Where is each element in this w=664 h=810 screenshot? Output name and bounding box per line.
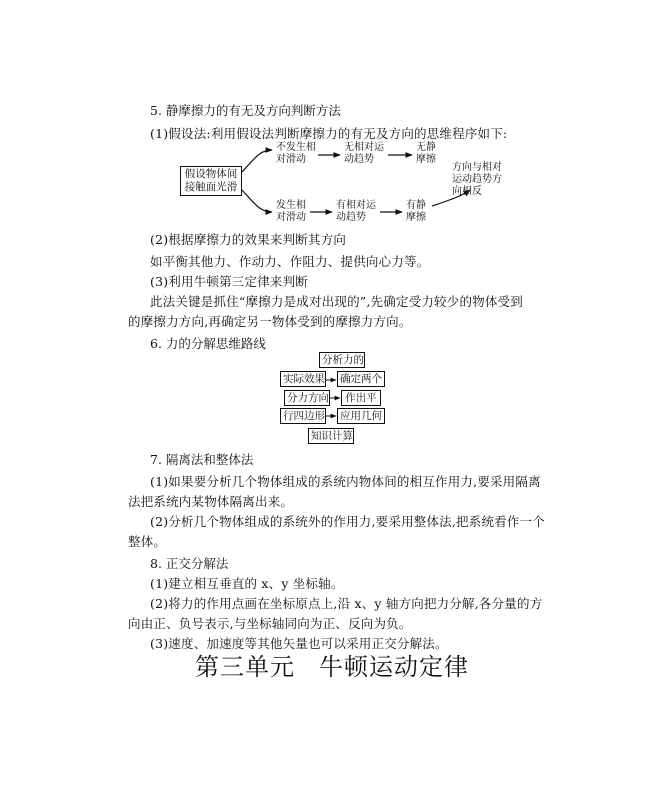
section-8-para-2a: (2)将力的作用点画在坐标原点上,沿 x、y 轴方向把力分解,各分量的方 — [150, 596, 543, 611]
section-5-para-5b: 的摩擦力方向,再确定另一物体受到的摩擦力方向。 — [128, 314, 412, 329]
bottom-a-line-2: 对滑动 — [276, 212, 306, 223]
section-8-para-2b: 向由正、负号表示,与坐标轴同向为正、反向为负。 — [128, 616, 412, 631]
section-5-para-1: (1)假设法:利用假设法判断摩擦力的有无及方向的思维程序如下: — [150, 126, 508, 141]
branch-down-arrow — [242, 190, 272, 212]
bottom-node-c — [406, 200, 426, 224]
unit-heading — [0, 652, 664, 682]
section-8-para-1: (1)建立相互垂直的 x、y 坐标轴。 — [150, 576, 344, 591]
top-b-line-2: 动趋势 — [344, 154, 374, 165]
section-7-para-2b: 整体。 — [128, 534, 167, 549]
top-node-b — [344, 142, 384, 166]
section-7-title: 7. 隔离法和整体法 — [150, 452, 254, 467]
bottom-c-line-2: 摩擦 — [406, 212, 426, 223]
d2-row2-left: 分力方向 — [284, 390, 330, 406]
top-b-line-1: 无相对运 — [344, 142, 384, 153]
branch-up-arrow — [242, 150, 272, 172]
start-box — [180, 166, 242, 196]
unit-label: 第三单元 — [195, 653, 295, 681]
section-6-title: 6. 力的分解思维路线 — [150, 336, 266, 351]
section-5-para-3: 如平衡其他力、作动力、作阻力、提供向心力等。 — [150, 254, 430, 269]
top-node-a — [276, 142, 316, 166]
end-node — [452, 162, 502, 198]
section-5-para-4: (3)利用牛顿第三定律来判断 — [150, 274, 309, 289]
bottom-node-b — [336, 200, 376, 224]
start-line-1: 假设物体间 — [184, 168, 238, 180]
bottom-node-a — [276, 200, 306, 224]
bottom-b-line-2: 动趋势 — [336, 212, 366, 223]
section-7-para-2a: (2)分析几个物体组成的系统外的作用力,要采用整体法,把系统看作一个 — [150, 514, 545, 529]
d2-row1-left: 实际效果 — [280, 371, 326, 387]
section-5-title: 5. 静摩擦力的有无及方向判断方法 — [150, 103, 341, 118]
section-7-para-1a: (1)如果要分析几个物体组成的系统内物体间的相互作用力,要采用隔离 — [150, 474, 541, 489]
bottom-b-line-1: 有相对运 — [336, 200, 376, 211]
section-8-title: 8. 正交分解法 — [150, 556, 229, 571]
d2-row3-right: 应用几何 — [337, 408, 385, 424]
end-line-2: 运动趋势方 — [452, 174, 502, 185]
top-a-line-2: 对滑动 — [276, 154, 306, 165]
top-c-line-1: 无静 — [416, 142, 436, 153]
top-c-line-2: 摩擦 — [416, 154, 436, 165]
d2-row3-left: 行四边形 — [280, 408, 326, 424]
bottom-c-line-1: 有静 — [406, 200, 426, 211]
d2-head-box: 分析力的 — [319, 352, 365, 368]
bottom-a-line-1: 发生相 — [276, 200, 306, 211]
unit-title: 牛顿运动定律 — [319, 653, 469, 681]
start-line-2: 接触面光滑 — [184, 181, 238, 193]
top-a-line-1: 不发生相 — [276, 142, 316, 153]
top-node-c — [416, 142, 436, 166]
section-5-para-2: (2)根据摩擦力的效果来判断其方向 — [150, 232, 347, 247]
d2-row1-right: 确定两个 — [337, 371, 385, 387]
end-line-3: 向相反 — [452, 186, 482, 197]
section-8-para-3: (3)速度、加速度等其他矢量也可以采用正交分解法。 — [150, 636, 448, 651]
end-line-1: 方向与相对 — [452, 162, 502, 173]
section-5-para-5a: 此法关键是抓住“摩擦力是成对出现的”,先确定受力较少的物体受到 — [150, 294, 523, 309]
section-7-para-1b: 法把系统内某物体隔离出来。 — [128, 494, 294, 509]
d2-row2-right: 作出平 — [341, 390, 381, 406]
d2-tail-box: 知识计算 — [308, 428, 354, 444]
